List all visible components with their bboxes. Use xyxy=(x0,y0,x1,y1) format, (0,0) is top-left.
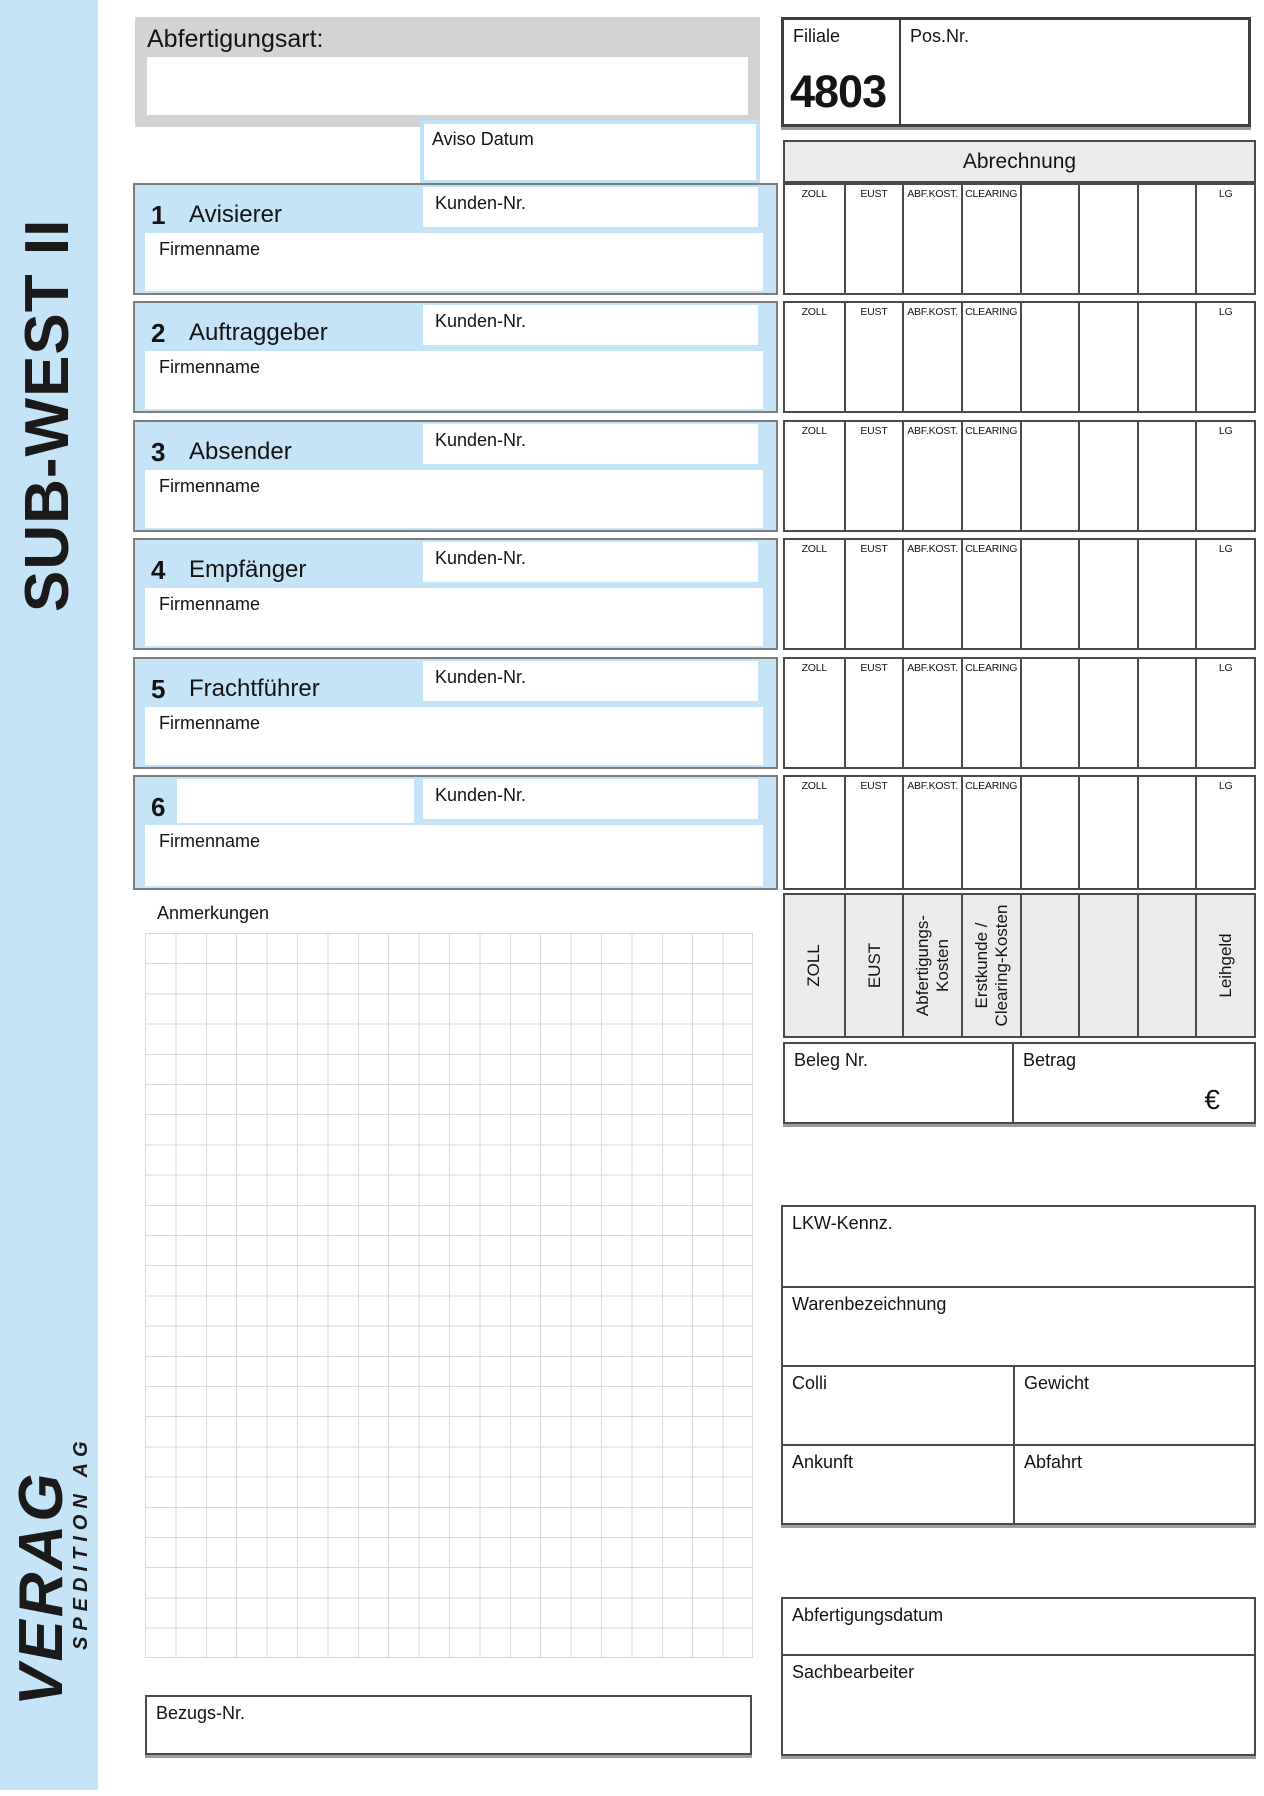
beleg-nr-label: Beleg Nr. xyxy=(794,1050,869,1070)
footer-label-vertical: Abfertigungs-Kosten xyxy=(913,914,952,1017)
filiale-posnr-box xyxy=(781,17,1251,127)
abrechnung-cell-blank[interactable] xyxy=(1078,540,1137,648)
anmerkungen-grid[interactable] xyxy=(145,933,753,1658)
sidebar xyxy=(0,0,98,1790)
firmenname-label: Firmenname xyxy=(159,476,261,496)
kunden-nr-label: Kunden-Nr. xyxy=(435,667,527,687)
abfertigungsdatum-field[interactable] xyxy=(783,1599,1254,1654)
section-number: 6 xyxy=(151,792,166,822)
abrechnung-cell-eust[interactable] xyxy=(844,777,903,888)
abrechnung-cell-blank[interactable] xyxy=(1137,303,1196,411)
firmenname-label: Firmenname xyxy=(159,357,261,377)
abrechnung-row-6 xyxy=(783,775,1256,890)
col-label: ZOLL xyxy=(801,425,828,437)
sachbearbeiter-label: Sachbearbeiter xyxy=(792,1662,915,1682)
col-label: LG xyxy=(1218,188,1233,200)
form-title-vertical: SUB-WEST II xyxy=(13,218,82,612)
footer-label-vertical: ZOLL xyxy=(803,944,823,987)
col-label: CLEARING xyxy=(965,780,1018,792)
abrechnung-cell-lg[interactable] xyxy=(1195,659,1254,767)
section-number: 5 xyxy=(151,674,166,704)
col-label: ZOLL xyxy=(801,306,828,318)
kunden-nr-field[interactable] xyxy=(423,187,758,227)
abrechnung-cell-zoll[interactable] xyxy=(785,659,844,767)
footer-cell-abfertigungskosten xyxy=(902,895,961,1036)
firmenname-label: Firmenname xyxy=(159,239,261,259)
lkw-kennz-label: LKW-Kennz. xyxy=(792,1213,893,1233)
aviso-datum-field[interactable] xyxy=(420,120,760,184)
abrechnung-cell-blank[interactable] xyxy=(1020,540,1079,648)
abrechnung-cell-abfkost[interactable] xyxy=(902,422,961,530)
footer-cell-zoll xyxy=(785,895,844,1036)
kunden-nr-label: Kunden-Nr. xyxy=(435,193,527,213)
col-label: CLEARING xyxy=(965,543,1018,555)
bezugs-nr-field[interactable] xyxy=(145,1695,752,1755)
abrechnung-cell-blank[interactable] xyxy=(1078,185,1137,293)
kunden-nr-field[interactable] xyxy=(423,779,758,819)
footer-label-vertical: Erstkunde / Clearing-Kosten xyxy=(971,904,1011,1027)
abrechnung-cell-zoll[interactable] xyxy=(785,777,844,888)
col-label: LG xyxy=(1218,780,1233,792)
kunden-nr-label: Kunden-Nr. xyxy=(435,785,527,805)
kunden-nr-label: Kunden-Nr. xyxy=(435,430,527,450)
col-label: CLEARING xyxy=(965,188,1018,200)
footer-cell-eust xyxy=(844,895,903,1036)
betrag-field[interactable] xyxy=(1012,1044,1254,1122)
abrechnung-row-3 xyxy=(783,420,1256,532)
col-label: EUST xyxy=(860,306,888,318)
warenbezeichnung-label: Warenbezeichnung xyxy=(792,1294,947,1314)
bezugs-nr-label: Bezugs-Nr. xyxy=(156,1703,246,1723)
kunden-nr-field[interactable] xyxy=(423,424,758,464)
warenbezeichnung-field[interactable] xyxy=(783,1286,1254,1365)
abrechnung-cell-blank[interactable] xyxy=(1078,422,1137,530)
posnr-label: Pos.Nr. xyxy=(910,26,970,46)
abrechnung-cell-eust[interactable] xyxy=(844,303,903,411)
abrechnung-row-4 xyxy=(783,538,1256,650)
lkw-kennz-field[interactable] xyxy=(783,1207,1254,1286)
col-label: EUST xyxy=(860,543,888,555)
abfertigungsart-block xyxy=(135,17,760,127)
abfahrt-label: Abfahrt xyxy=(1024,1452,1083,1472)
gewicht-label: Gewicht xyxy=(1024,1373,1090,1393)
firmenname-field[interactable] xyxy=(145,233,763,291)
col-label: ZOLL xyxy=(801,662,828,674)
abrechnung-cell-abfkost[interactable] xyxy=(902,659,961,767)
col-label: LG xyxy=(1218,543,1233,555)
firmenname-field[interactable] xyxy=(145,825,763,886)
abrechnung-row-5 xyxy=(783,657,1256,769)
abrechnung-cell-blank[interactable] xyxy=(1020,659,1079,767)
abfertigungsart-label: Abfertigungsart: xyxy=(147,25,324,53)
abrechnung-cell-lg[interactable] xyxy=(1195,777,1254,888)
abrechnung-footer xyxy=(783,893,1256,1038)
col-label: ZOLL xyxy=(801,780,828,792)
footer-label-vertical xyxy=(1022,895,1079,1036)
abrechnung-cell-abfkost[interactable] xyxy=(902,185,961,293)
col-label: EUST xyxy=(860,662,888,674)
abrechnung-cell-clearing[interactable] xyxy=(961,659,1020,767)
col-label: EUST xyxy=(860,425,888,437)
section-number: 4 xyxy=(151,555,166,585)
abrechnung-cell-abfkost[interactable] xyxy=(902,777,961,888)
posnr-field[interactable] xyxy=(899,20,1248,124)
footer-cell-blank xyxy=(1078,895,1137,1036)
col-label: CLEARING xyxy=(965,425,1018,437)
section-title: Avisierer xyxy=(189,201,282,228)
section-title: Auftraggeber xyxy=(189,319,328,346)
abrechnung-cell-lg[interactable] xyxy=(1195,422,1254,530)
abrechnung-cell-blank[interactable] xyxy=(1078,303,1137,411)
col-label: CLEARING xyxy=(965,662,1018,674)
section-absender xyxy=(133,420,778,532)
section-six xyxy=(133,775,778,890)
abrechnung-cell-eust[interactable] xyxy=(844,540,903,648)
abrechnung-cell-clearing[interactable] xyxy=(961,422,1020,530)
col-label: ABF.KOST. xyxy=(907,425,958,437)
beleg-nr-field[interactable] xyxy=(785,1044,1012,1122)
abrechnung-cell-lg[interactable] xyxy=(1195,303,1254,411)
abrechnung-cell-zoll[interactable] xyxy=(785,303,844,411)
abfertigungsart-input[interactable] xyxy=(147,57,748,115)
anmerkungen-label: Anmerkungen xyxy=(157,903,270,923)
col-label: LG xyxy=(1218,306,1233,318)
abrechnung-cell-blank[interactable] xyxy=(1137,659,1196,767)
abrechnung-cell-blank[interactable] xyxy=(1078,777,1137,888)
abrechnung-cell-blank[interactable] xyxy=(1020,185,1079,293)
section-six-role-field[interactable] xyxy=(177,779,414,823)
abrechnung-cell-blank[interactable] xyxy=(1137,185,1196,293)
abrechnung-cell-clearing[interactable] xyxy=(961,777,1020,888)
col-label: ABF.KOST. xyxy=(907,780,958,792)
kunden-nr-field[interactable] xyxy=(423,661,758,701)
firmenname-label: Firmenname xyxy=(159,831,261,851)
footer-cell-clearingkosten xyxy=(961,895,1020,1036)
kunden-nr-label: Kunden-Nr. xyxy=(435,548,527,568)
brand-subtitle-vertical: SPEDITION AG xyxy=(70,1435,92,1650)
filiale-label: Filiale xyxy=(793,26,841,46)
col-label: CLEARING xyxy=(965,306,1018,318)
firmenname-field[interactable] xyxy=(145,588,763,646)
section-auftraggeber xyxy=(133,301,778,413)
shipment-details-box xyxy=(781,1205,1256,1525)
col-label: EUST xyxy=(860,780,888,792)
abrechnung-cell-blank[interactable] xyxy=(1137,777,1196,888)
abrechnung-cell-lg[interactable] xyxy=(1195,185,1254,293)
col-label: ABF.KOST. xyxy=(907,662,958,674)
brand-logo-vertical: VERAG xyxy=(7,1470,76,1706)
gewicht-field[interactable] xyxy=(1013,1367,1254,1444)
abrechnung-cell-abfkost[interactable] xyxy=(902,540,961,648)
section-frachtfuehrer xyxy=(133,657,778,769)
col-label: ZOLL xyxy=(801,188,828,200)
abrechnung-row-1 xyxy=(783,183,1256,295)
col-label: ABF.KOST. xyxy=(907,306,958,318)
section-title: Absender xyxy=(189,438,292,465)
abrechnung-cell-eust[interactable] xyxy=(844,185,903,293)
abrechnung-cell-blank[interactable] xyxy=(1020,422,1079,530)
footer-cell-blank xyxy=(1020,895,1079,1036)
col-label: EUST xyxy=(860,188,888,200)
abrechnung-cell-clearing[interactable] xyxy=(961,185,1020,293)
footer-cell-leihgeld xyxy=(1195,895,1254,1036)
abrechnung-cell-lg[interactable] xyxy=(1195,540,1254,648)
abrechnung-cell-clearing[interactable] xyxy=(961,303,1020,411)
firmenname-label: Firmenname xyxy=(159,713,261,733)
section-avisierer xyxy=(133,183,778,295)
abrechnung-row-2 xyxy=(783,301,1256,413)
filiale-cell xyxy=(784,20,899,124)
col-label: LG xyxy=(1218,425,1233,437)
firmenname-field[interactable] xyxy=(145,470,763,528)
abrechnung-cell-blank[interactable] xyxy=(1137,540,1196,648)
ankunft-abfahrt-row xyxy=(783,1444,1254,1523)
abrechnung-cell-abfkost[interactable] xyxy=(902,303,961,411)
filiale-value: 4803 xyxy=(790,66,887,117)
firmenname-field[interactable] xyxy=(145,351,763,409)
betrag-label: Betrag xyxy=(1023,1050,1077,1070)
colli-field[interactable] xyxy=(783,1367,1013,1444)
firmenname-label: Firmenname xyxy=(159,594,261,614)
abrechnung-cell-eust[interactable] xyxy=(844,422,903,530)
section-empfaenger xyxy=(133,538,778,650)
abfertigungsdatum-label: Abfertigungsdatum xyxy=(792,1605,944,1625)
abrechnung-cell-blank[interactable] xyxy=(1078,659,1137,767)
kunden-nr-field[interactable] xyxy=(423,305,758,345)
abrechnung-cell-zoll[interactable] xyxy=(785,185,844,293)
colli-gewicht-row xyxy=(783,1365,1254,1444)
section-number: 3 xyxy=(151,437,166,467)
abrechnung-cell-clearing[interactable] xyxy=(961,540,1020,648)
abrechnung-cell-blank[interactable] xyxy=(1020,303,1079,411)
kunden-nr-label: Kunden-Nr. xyxy=(435,311,527,331)
footer-label-vertical: EUST xyxy=(864,942,884,989)
section-title: Empfänger xyxy=(189,556,307,583)
footer-cell-blank xyxy=(1137,895,1196,1036)
col-label: LG xyxy=(1218,662,1233,674)
abrechnung-cell-blank[interactable] xyxy=(1137,422,1196,530)
col-label: ABF.KOST. xyxy=(907,543,958,555)
abrechnung-header: Abrechnung xyxy=(783,140,1256,183)
footer-label-vertical xyxy=(1139,895,1196,1036)
col-label: ZOLL xyxy=(801,543,828,555)
euro-symbol: € xyxy=(1204,1084,1220,1115)
beleg-betrag-box xyxy=(783,1042,1256,1124)
col-label: ABF.KOST. xyxy=(907,188,958,200)
footer-label-vertical: Leihgeld xyxy=(1216,933,1236,998)
section-number: 2 xyxy=(151,318,166,348)
abrechnung-cell-eust[interactable] xyxy=(844,659,903,767)
abrechnung-cell-blank[interactable] xyxy=(1020,777,1079,888)
ankunft-label: Ankunft xyxy=(792,1452,854,1472)
kunden-nr-field[interactable] xyxy=(423,542,758,582)
footer-label-vertical xyxy=(1080,895,1137,1036)
abfahrt-field[interactable] xyxy=(1013,1446,1254,1523)
aviso-datum-label: Aviso Datum xyxy=(432,129,534,149)
processing-box xyxy=(781,1597,1256,1756)
abrechnung-cell-zoll[interactable] xyxy=(785,422,844,530)
ankunft-field[interactable] xyxy=(783,1446,1013,1523)
sachbearbeiter-field[interactable] xyxy=(783,1654,1254,1754)
firmenname-field[interactable] xyxy=(145,707,763,765)
colli-label: Colli xyxy=(792,1373,828,1393)
abrechnung-cell-zoll[interactable] xyxy=(785,540,844,648)
section-number: 1 xyxy=(151,200,166,230)
section-title: Frachtführer xyxy=(189,675,320,702)
